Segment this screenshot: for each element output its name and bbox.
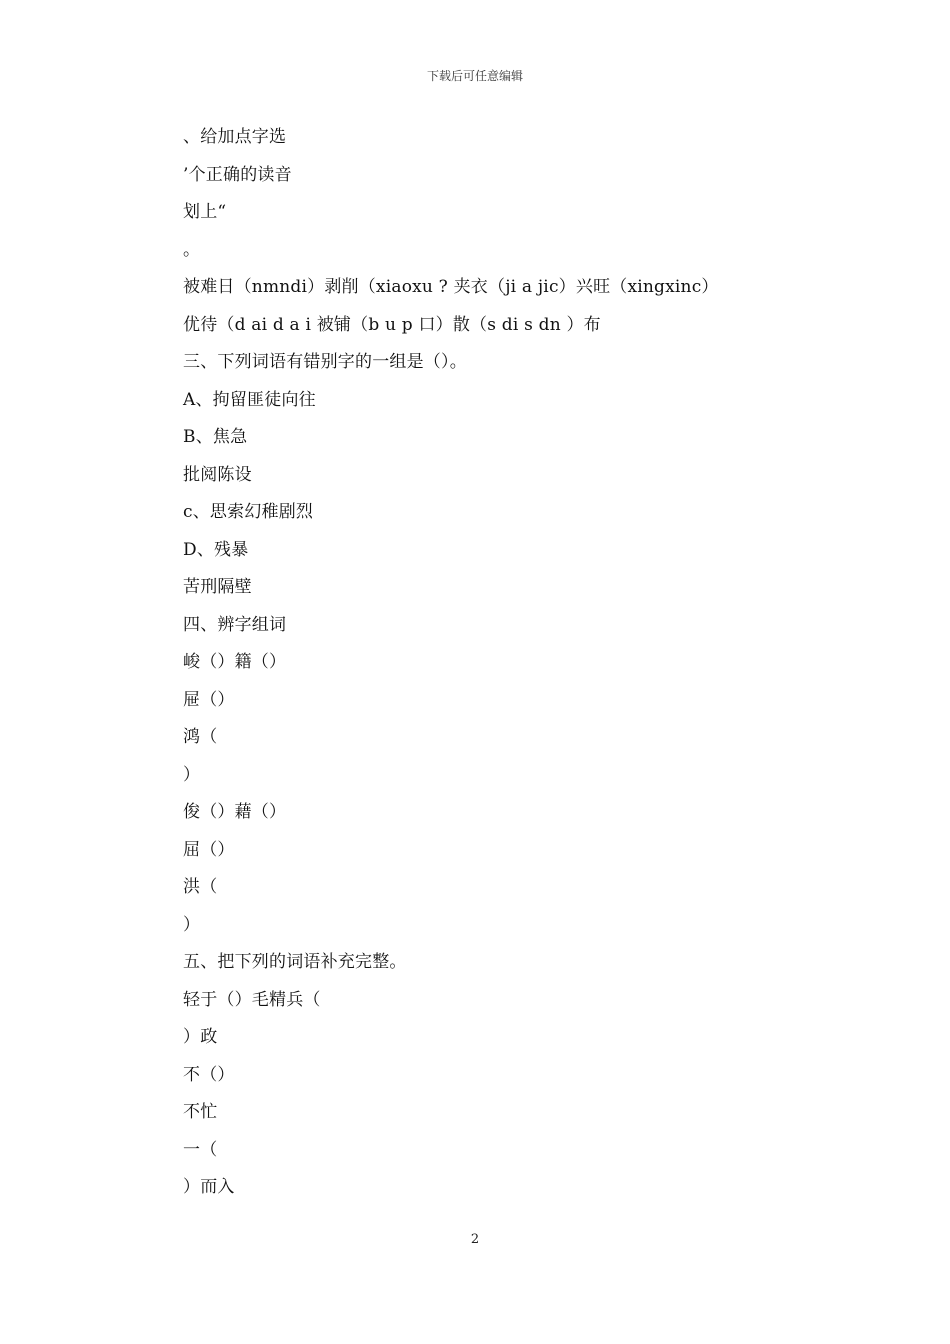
text-line: 屉（） [183,689,235,710]
section-heading: 三、下列词语有错别字的一组是（）。 [183,352,467,372]
text-line: ）政 [183,1027,218,1047]
text-line: 批阅陈设 [183,464,252,485]
option-c: c、思索幻稚剧烈 [183,502,314,522]
option-d: D、残暴 [183,539,249,560]
text-line: ） [183,914,201,935]
text-line: 、给加点字选 [183,127,287,147]
text-line: 苦刑隔壁 [183,577,252,597]
text-line: 屈（） [183,839,235,860]
document-body [183,122,823,1210]
text-line: 洪（ [183,877,218,897]
option-b: B、焦急 [183,427,248,447]
text-line: 不忙 [183,1102,218,1122]
text-line: 被难日（nmndi）剥削（xiaoxu ? 夹衣（ji a jic）兴旺（xingxinc） [183,277,719,297]
text-line: ’个正确的读音 [183,164,292,185]
text-line: 一（ [183,1139,218,1160]
section-heading: 四、辨字组词 [183,614,287,635]
section-heading: 五、把下列的词语补充完整。 [183,952,407,972]
text-line: 鸿（ [183,727,218,747]
text-line: 优待（d ai d a i 被铺（b u p 口）散（s di s dn ）布 [183,314,601,335]
text-line: 。 [183,239,201,260]
page-number: 2 [470,1232,480,1247]
text-line: 划上“ [183,202,227,222]
option-a: A、拘留匪徒向往 [183,389,316,410]
text-line: 俊（）藉（） [183,802,287,822]
text-line: 不（） [183,1064,235,1085]
text-line: ）而入 [183,1177,235,1197]
page-header: 下载后可任意编辑 [426,69,523,83]
text-line: ） [183,764,201,785]
text-line: 峻（）籍（） [183,652,287,672]
text-line: 轻于（）毛精兵（ [183,989,321,1010]
